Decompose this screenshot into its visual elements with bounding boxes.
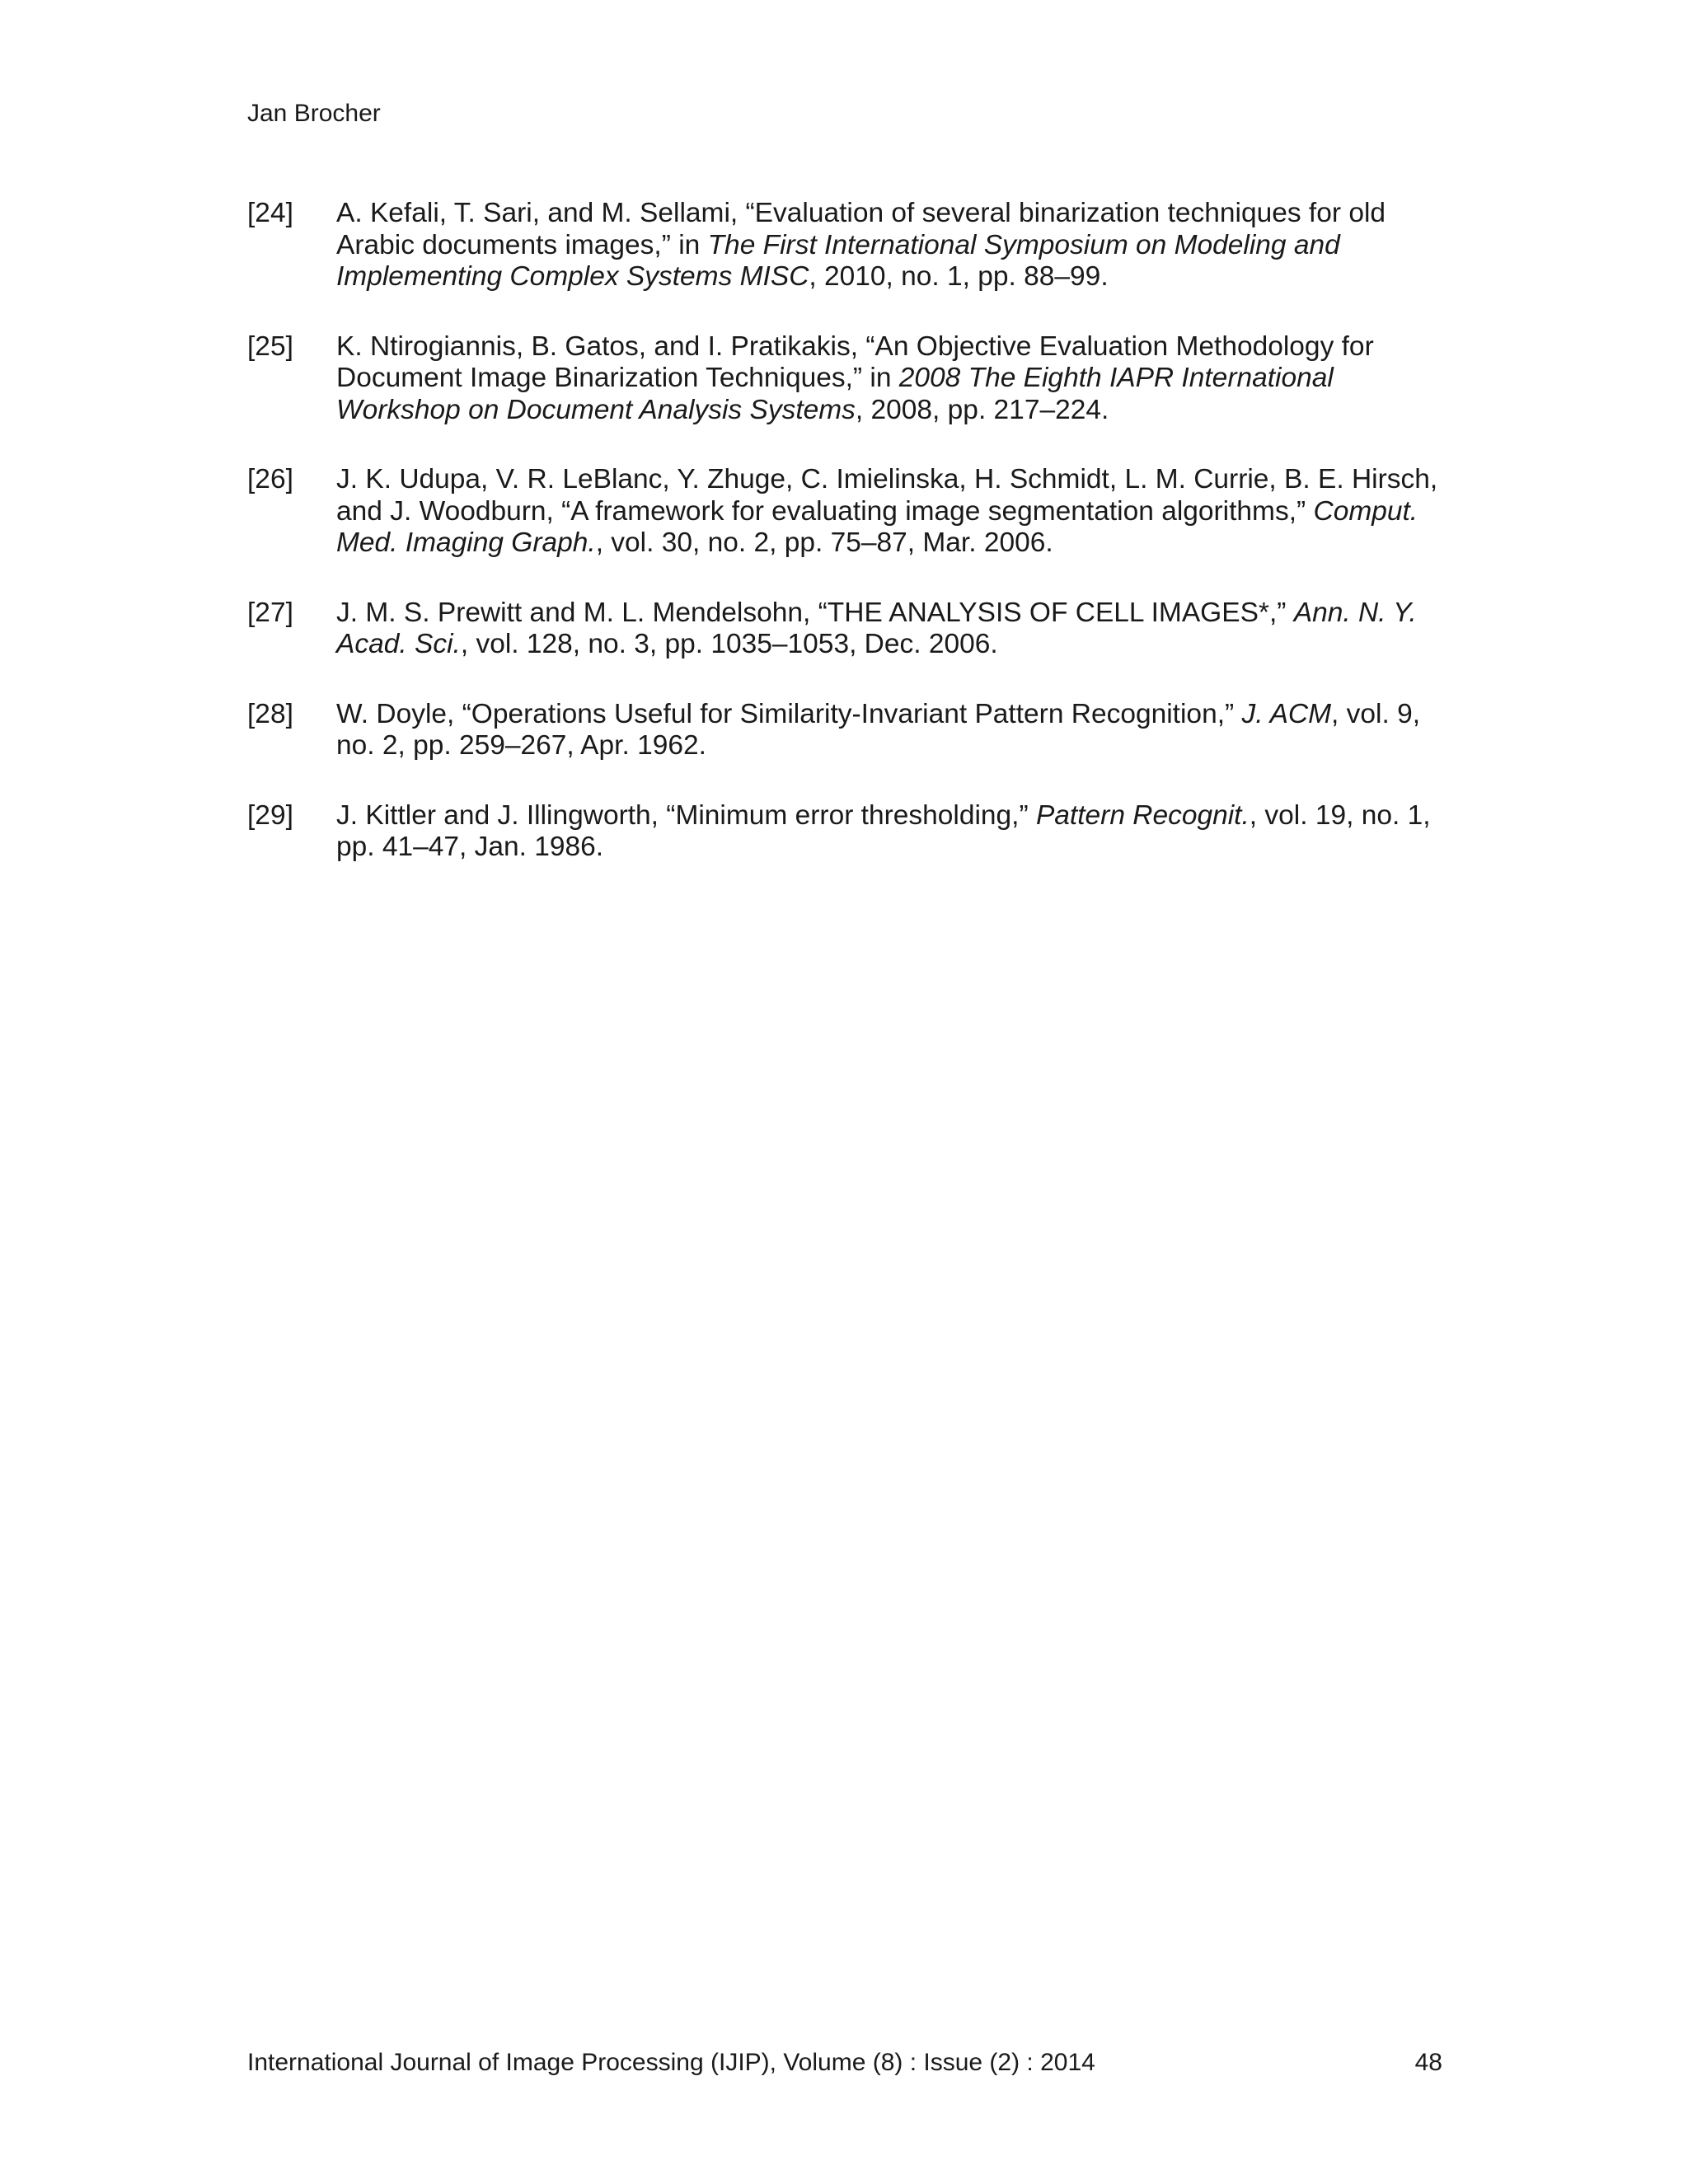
reference-number: [24] <box>247 198 293 228</box>
reference-text <box>336 800 1431 863</box>
reference-item <box>247 331 1442 427</box>
reference-details: , vol. 128, no. 3, pp. 1035–1053, Dec. 2006. <box>460 629 998 659</box>
reference-text <box>336 598 1417 660</box>
page-number: 48 <box>1414 2049 1442 2076</box>
reference-details: , vol. 19, no. 1, pp. 41–47, Jan. 1986. <box>336 799 1431 862</box>
reference-authors-title: J. M. S. Prewitt and M. L. Mendelsohn, “THE ANALYSIS OF CELL IMAGES*,” <box>336 597 1294 628</box>
reference-authors-title: K. Ntirogiannis, B. Gatos, and I. Pratikakis, “An Objective Evaluation Methodology for Document Image Binarization Techniques,” in <box>336 330 1374 393</box>
reference-number: [28] <box>247 698 293 729</box>
reference-list <box>247 198 1442 902</box>
reference-venue: 2008 The Eighth IAPR International Workshop on Document Analysis Systems <box>336 363 1334 425</box>
reference-authors-title: A. Kefali, T. Sari, and M. Sellami, “Evaluation of several binarization techniques for old Arabic documents images,” in <box>336 198 1386 260</box>
reference-text <box>336 464 1437 558</box>
reference-number: [26] <box>247 464 293 494</box>
reference-text <box>336 198 1386 292</box>
reference-authors-title: J. K. Udupa, V. R. LeBlanc, Y. Zhuge, C. Imielinska, H. Schmidt, L. M. Currie, B. E. Hirsch, and J. Woodburn, “A framework for evaluating image segmentation algorithms,” <box>336 464 1438 527</box>
page-footer <box>247 2046 1442 2079</box>
reference-text <box>336 331 1374 425</box>
reference-number: [29] <box>247 799 293 831</box>
footer-journal-info: International Journal of Image Processing (IJIP), Volume (8) : Issue (2) : 2014 <box>247 2049 1095 2076</box>
reference-item <box>247 464 1442 560</box>
reference-details: , 2008, pp. 217–224. <box>855 394 1109 425</box>
reference-item <box>247 699 1442 762</box>
running-head-author: Jan Brocher <box>247 100 381 127</box>
reference-text <box>336 699 1420 762</box>
reference-authors-title: W. Doyle, “Operations Useful for Similarity-Invariant Pattern Recognition,” <box>336 698 1242 729</box>
reference-details: , vol. 9, no. 2, pp. 259–267, Apr. 1962. <box>336 698 1421 761</box>
reference-details: , vol. 30, no. 2, pp. 75–87, Mar. 2006. <box>595 527 1053 558</box>
reference-item <box>247 800 1442 864</box>
reference-item <box>247 598 1442 661</box>
reference-venue: Pattern Recognit. <box>1035 799 1250 831</box>
reference-venue: J. ACM <box>1241 698 1332 729</box>
reference-venue: Ann. N. Y. Acad. Sci. <box>336 597 1417 659</box>
reference-number: [25] <box>247 330 293 362</box>
reference-details: , 2010, no. 1, pp. 88–99. <box>809 261 1109 292</box>
reference-authors-title: J. Kittler and J. Illingworth, “Minimum error thresholding,” <box>336 799 1036 831</box>
reference-venue: The First International Symposium on Modeling and Implementing Complex Systems MISC <box>336 229 1340 292</box>
reference-item <box>247 198 1442 293</box>
reference-number: [27] <box>247 597 293 628</box>
reference-venue: Comput. Med. Imaging Graph. <box>336 495 1418 558</box>
